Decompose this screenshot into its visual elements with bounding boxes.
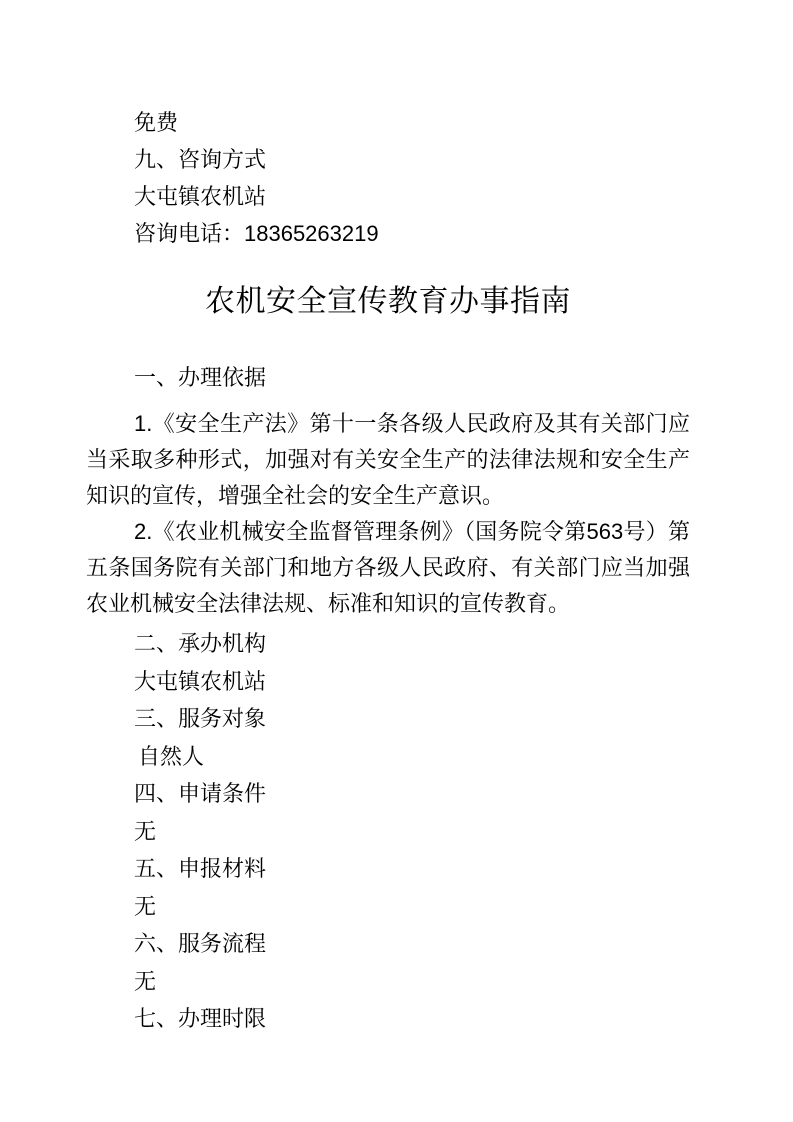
section-4-value: 无 <box>134 818 157 844</box>
document-title: 农机安全宣传教育办事指南 <box>205 285 571 318</box>
section-3-value: 自然人 <box>138 743 205 769</box>
section-3-heading: 三、服务对象 <box>134 706 267 731</box>
legal-basis-item-2: 2.《农业机械安全监督管理条例》（国务院令第563号）第五条国务院有关部门和地方各级人民政府、有关部门应当加强农业机械安全法律法规、标准和知识的宣传教育。 <box>86 519 690 616</box>
section-5-value: 无 <box>134 893 157 919</box>
section-2-heading: 二、承办机构 <box>134 631 267 656</box>
section-9-heading: 九、咨询方式 <box>134 147 267 172</box>
section-7-heading: 七、办理时限 <box>134 1006 267 1031</box>
section-4-heading: 四、申请条件 <box>134 781 267 806</box>
section-5-heading: 五、申报材料 <box>134 856 267 881</box>
phone-line: 咨询电话：18365263219 <box>134 221 379 246</box>
section-1-heading: 一、办理依据 <box>134 365 267 390</box>
fee-value: 免费 <box>134 110 179 135</box>
legal-basis-item-1: 1.《安全生产法》第十一条各级人民政府及其有关部门应当采取多种形式，加强对有关安全生产的法律法规和安全生产知识的宣传，增强全社会的安全生产意识。 <box>86 411 690 508</box>
section-6-heading: 六、服务流程 <box>134 931 267 956</box>
agency-name-line: 大屯镇农机站 <box>134 184 267 209</box>
section-2-value: 大屯镇农机站 <box>134 668 267 694</box>
section-6-value: 无 <box>134 968 157 994</box>
